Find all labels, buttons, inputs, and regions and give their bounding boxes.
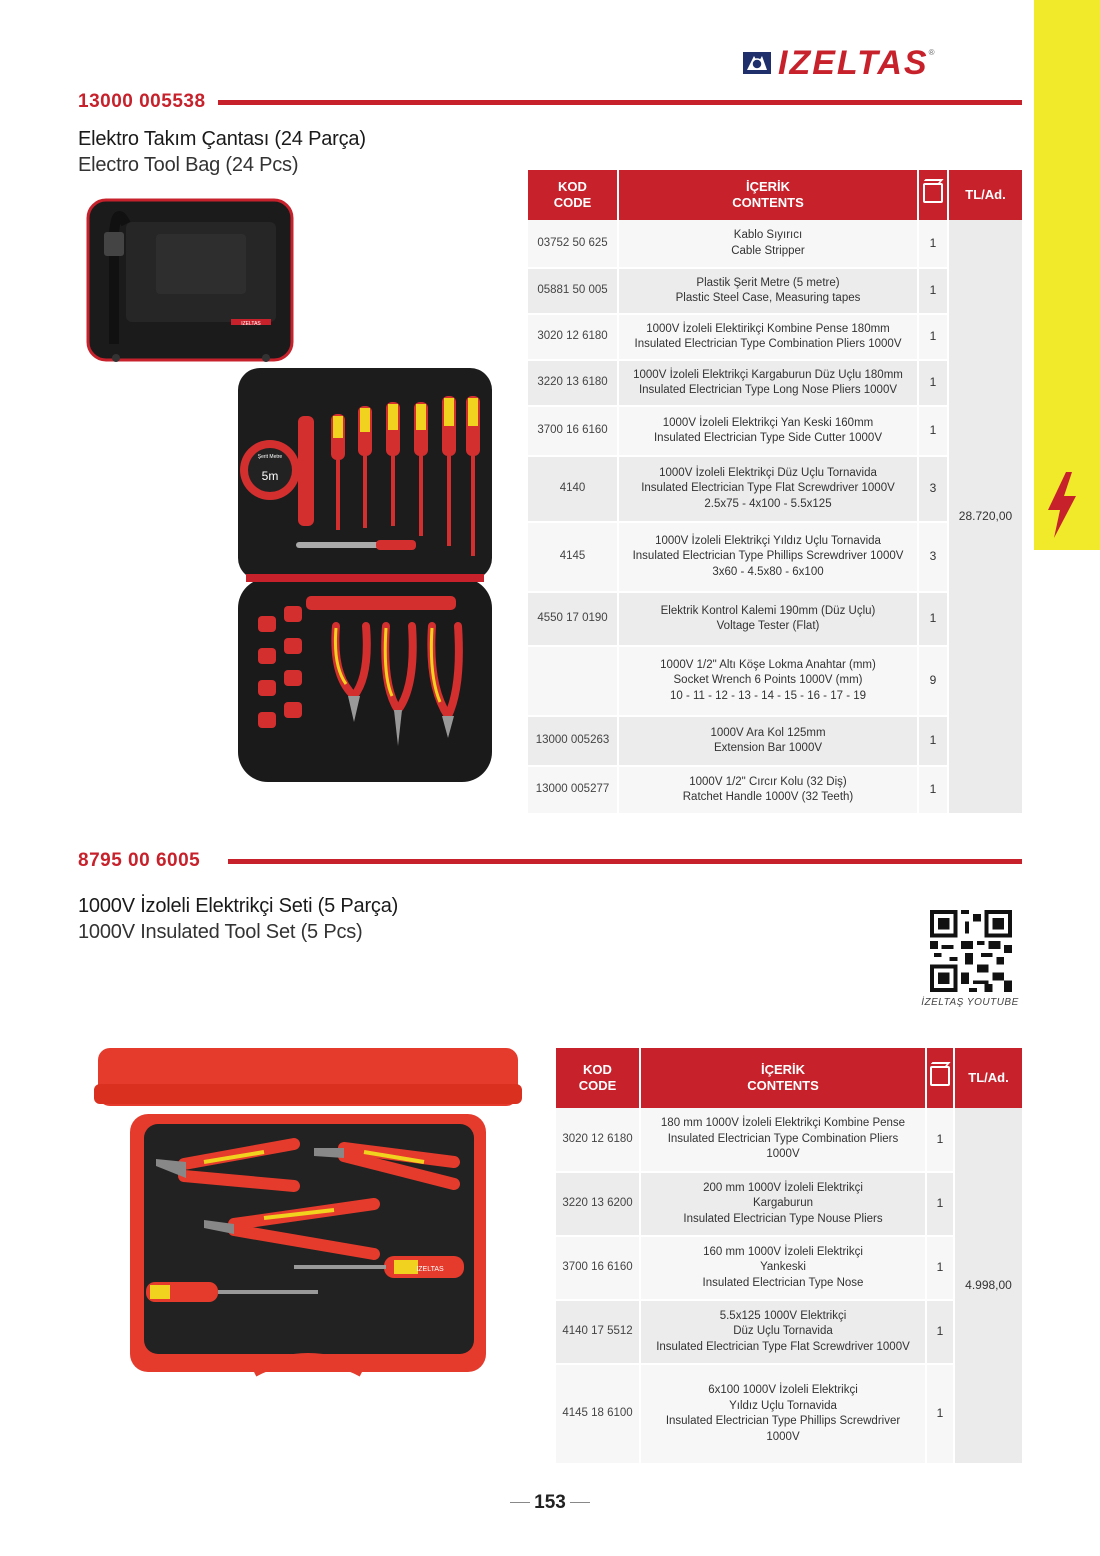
table-row: 4145 18 6100 6x100 1000V İzoleli Elektrikçi Yıldız Uçlu Tornavida Insulated Electrician Type Phillips Screwdriver 1000V 1 bbox=[556, 1364, 1022, 1464]
table-row: 3220 13 6180 1000V İzoleli Elektrikçi Kargaburun Düz Uçlu 180mm Insulated Electrician Type Long Nose Pliers 1000V 1 bbox=[528, 360, 1022, 406]
table-row: 4140 17 5512 5.5x125 1000V Elektrikçi Düz Uçlu Tornavida Insulated Electrician Type Flat Screwdriver 1000V 1 bbox=[556, 1300, 1022, 1364]
logo-mark-icon bbox=[742, 48, 772, 78]
table-row: 4145 1000V İzoleli Elektrikçi Yıldız Uçlu Tornavida Insulated Electrician Type Phillips Screwdriver 1000V 3x60 - 4.5x80 - 6x100 3 bbox=[528, 522, 1022, 592]
col-contents: İÇERİK CONTENTS bbox=[618, 170, 918, 220]
product-code-line-2 bbox=[78, 849, 1022, 873]
logo-registered: ® bbox=[928, 48, 935, 57]
side-band bbox=[1034, 0, 1100, 550]
table-row: 13000 005277 1000V 1/2" Cırcır Kolu (32 Diş) Ratchet Handle 1000V (32 Teeth) 1 bbox=[528, 766, 1022, 814]
col-kod: KOD CODE bbox=[556, 1048, 640, 1108]
table-row: 3700 16 6160 1000V İzoleli Elektrikçi Yan Keski 160mm Insulated Electrician Type Side Cutter 1000V 1 bbox=[528, 406, 1022, 456]
brand-logo bbox=[742, 44, 1012, 82]
box-icon bbox=[930, 1066, 950, 1086]
col-qty bbox=[918, 170, 948, 220]
qr-code-icon bbox=[930, 910, 1012, 992]
table-row: 3020 12 6180 180 mm 1000V İzoleli Elektrikçi Kombine Pense Insulated Electrician Type Combination Pliers 1000V 1 4.998,00 bbox=[556, 1108, 1022, 1172]
tape-label: Şerit Metre bbox=[257, 454, 283, 460]
open-tool-bag-image bbox=[236, 366, 494, 784]
contents-table-2 bbox=[556, 1048, 1022, 1465]
product-title-en-1: Electro Tool Bag (24 Pcs) bbox=[78, 154, 299, 176]
table-row: 1000V 1/2" Altı Köşe Lokma Anahtar (mm) Socket Wrench 6 Points 1000V (mm) 10 - 11 - 12 - 13 - 14 - 15 - 16 - 17 - 19 9 bbox=[528, 646, 1022, 716]
table-row: 4550 17 0190 Elektrik Kontrol Kalemi 190mm (Düz Uçlu) Voltage Tester (Flat) 1 bbox=[528, 592, 1022, 646]
col-contents: İÇERİK CONTENTS bbox=[640, 1048, 926, 1108]
product-code-2: 8795 00 6005 bbox=[78, 850, 201, 871]
tool-case-image bbox=[94, 1044, 522, 1384]
product-code-line-1 bbox=[78, 90, 1022, 114]
table-row: 3220 13 6200 200 mm 1000V İzoleli Elektrikçi Kargaburun Insulated Electrician Type Nouse Pliers 1 bbox=[556, 1172, 1022, 1236]
table-row: 13000 005263 1000V Ara Kol 125mm Extension Bar 1000V 1 bbox=[528, 716, 1022, 766]
product-title-tr-1: Elektro Takım Çantası (24 Parça) bbox=[78, 128, 366, 150]
page-number: 153 bbox=[500, 1492, 600, 1514]
case-tool-label: IZELTAS bbox=[416, 1266, 444, 1273]
logo-text: IZELTAS bbox=[778, 43, 929, 82]
col-price: TL/Ad. bbox=[954, 1048, 1022, 1108]
price-2: 4.998,00 bbox=[954, 1108, 1022, 1464]
lightning-icon bbox=[1042, 470, 1082, 540]
col-qty bbox=[926, 1048, 954, 1108]
code-rule-1 bbox=[218, 100, 1022, 105]
price-1: 28.720,00 bbox=[948, 220, 1022, 814]
tool-bag-image bbox=[86, 194, 294, 366]
contents-table-1 bbox=[528, 170, 1022, 815]
qr-label: İZELTAŞ YOUTUBE bbox=[921, 997, 1019, 1008]
col-price: TL/Ad. bbox=[948, 170, 1022, 220]
code-rule-2 bbox=[228, 859, 1022, 864]
table-row: 3020 12 6180 1000V İzoleli Elektirikçi Kombine Pense 180mm Insulated Electrician Type Combination Pliers 1000V 1 bbox=[528, 314, 1022, 360]
product-code-1: 13000 005538 bbox=[78, 91, 206, 112]
col-kod: KOD CODE bbox=[528, 170, 618, 220]
table-row: 03752 50 625 Kablo Sıyırıcı Cable Stripper 1 28.720,00 bbox=[528, 220, 1022, 268]
table-row: 05881 50 005 Plastik Şerit Metre (5 metre) Plastic Steel Case, Measuring tapes 1 bbox=[528, 268, 1022, 314]
tape-size: 5m bbox=[261, 469, 279, 483]
bag-label: IZELTAS bbox=[241, 321, 261, 327]
product-title-en-2: 1000V Insulated Tool Set (5 Pcs) bbox=[78, 921, 363, 943]
product-title-tr-2: 1000V İzoleli Elektrikçi Seti (5 Parça) bbox=[78, 895, 399, 917]
box-icon bbox=[923, 183, 943, 203]
table-row: 3700 16 6160 160 mm 1000V İzoleli Elektrikçi Yankeski Insulated Electrician Type Nose 1 bbox=[556, 1236, 1022, 1300]
table-row: 4140 1000V İzoleli Elektrikçi Düz Uçlu Tornavida Insulated Electrician Type Flat Screwdriver 1000V 2.5x75 - 4x100 - 5.5x125 3 bbox=[528, 456, 1022, 522]
